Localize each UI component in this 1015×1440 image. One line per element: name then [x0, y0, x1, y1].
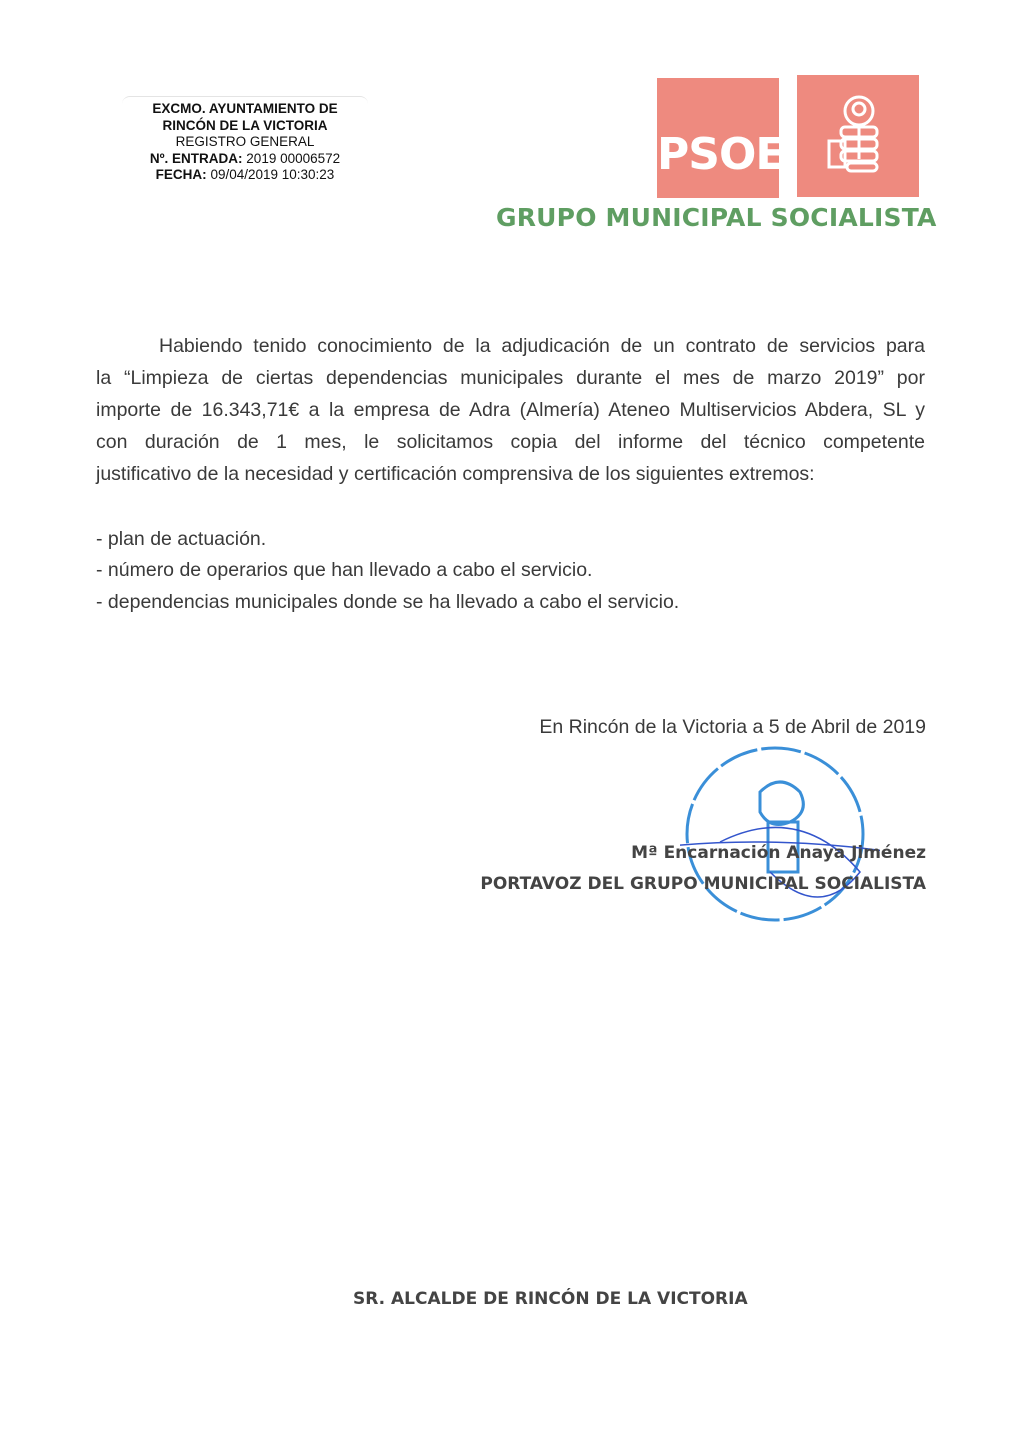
- fecha-value: 09/04/2019 10:30:23: [210, 167, 335, 182]
- entrada-value: 2019 00006572: [246, 150, 341, 166]
- registry-stamp: [122, 96, 368, 184]
- stamp-line: REGISTRO GENERAL: [175, 134, 315, 149]
- addressee: SR. ALCALDE DE RINCÓN DE LA VICTORIA: [353, 1289, 748, 1309]
- rose-fist-logo-icon: [797, 75, 919, 197]
- fecha-label: FECHA:: [155, 167, 207, 182]
- list-item: - número de operarios que han llevado a cabo el servicio.: [96, 559, 593, 581]
- paragraph-line: la “Limpieza de ciertas dependencias municipales durante el mes de marzo 2019” por: [96, 367, 925, 389]
- place-date: En Rincón de la Victoria a 5 de Abril de 2019: [539, 716, 926, 738]
- paragraph-line: justificativo de la necesidad y certificación comprensiva de los siguientes extremos:: [96, 463, 815, 485]
- psoe-logo: PSOE: [657, 78, 779, 198]
- paragraph-line: con duración de 1 mes, le solicitamos copia del informe del técnico competente: [96, 431, 925, 453]
- group-name: GRUPO MUNICIPAL SOCIALISTA: [496, 203, 937, 232]
- stamp-line: RINCÓN DE LA VICTORIA: [162, 117, 328, 133]
- signer-role: PORTAVOZ DEL GRUPO MUNICIPAL SOCIALISTA: [480, 874, 926, 894]
- list-item: - plan de actuación.: [96, 528, 267, 550]
- entrada-label: Nº. ENTRADA:: [149, 150, 243, 166]
- stamp-line: EXCMO. AYUNTAMIENTO DE: [152, 101, 338, 116]
- signer-name: Mª Encarnación Anaya Jiménez: [631, 843, 926, 863]
- paragraph-line: Habiendo tenido conocimiento de la adjudicación de un contrato de servicios para: [159, 335, 925, 357]
- list-item: - dependencias municipales donde se ha llevado a cabo el servicio.: [96, 591, 680, 613]
- official-seal: [680, 742, 880, 937]
- paragraph-line: importe de 16.343,71€ a la empresa de Adra (Almería) Ateneo Multiservicios Abdera, SL y: [96, 399, 925, 421]
